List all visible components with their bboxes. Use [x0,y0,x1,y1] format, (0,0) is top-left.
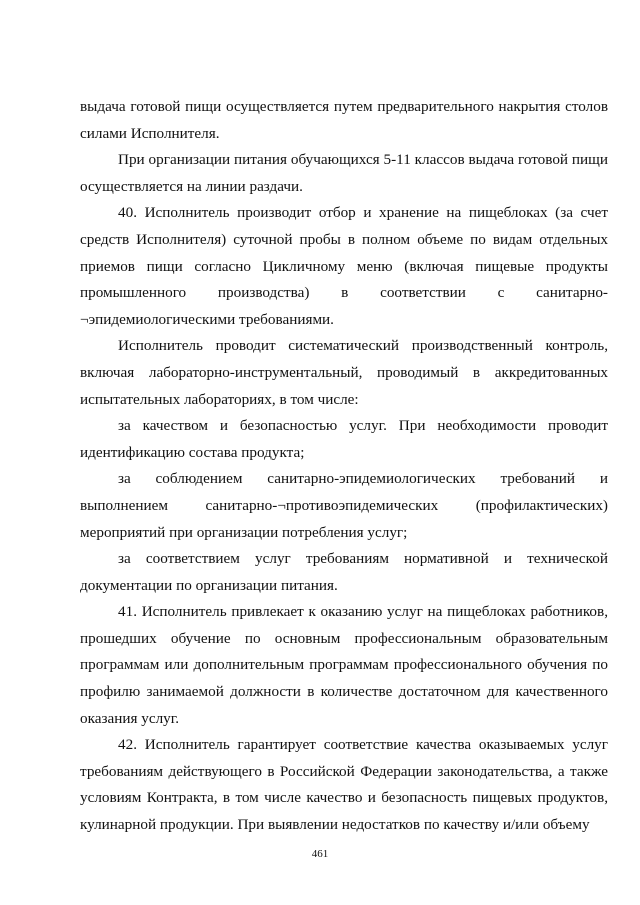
paragraph-production-control: Исполнитель проводит систематический производственный контроль, включая лабораторно-инструментальный, проводимый в аккредитованных испытательных лабораториях, в том числе: [80,337,608,408]
page-number: 461 [311,848,329,860]
paragraph-continuation: выдача готовой пищи осуществляется путем предварительного накрытия столов силами Исполнителя. [80,98,608,142]
paragraph-sanitary-compliance: за соблюдением санитарно-эпидемиологических требований и выполнением санитарно-¬противоэпидемических (профилактических) мероприятий при организации потребления услуг; [80,470,608,541]
paragraph-clause-40: 40. Исполнитель производит отбор и хранение на пищеблоках (за счет средств Исполнителя) суточной пробы в полном объеме по видам отдельных приемов пищи согласно Цикличному меню (включая пищевые продукты промышленного производства) в соответствии с санитарно-¬эпидемиологическими требованиями. [80,204,608,328]
paragraph-clause-42: 42. Исполнитель гарантирует соответствие качества оказываемых услуг требованиям действующего в Российской Федерации законодательства, а также условиям Контракта, в том числе качество и безопасность пищевых продуктов, кулинарной продукции. При выявлении недостатков по качеству и/или объему [80,736,608,834]
paragraph-serving-line: При организации питания обучающихся 5-11 классов выдача готовой пищи осуществляется на линии раздачи. [80,151,608,195]
paragraph-documentation-compliance: за соответствием услуг требованиям нормативной и технической документации по организации питания. [80,550,608,594]
document-body [80,94,608,839]
paragraph-clause-41: 41. Исполнитель привлекает к оказанию услуг на пищеблоках работников, прошедших обучение по основным профессиональным образовательным программам или дополнительным программам профессионального обучения по профилю занимаемой должности в количестве достаточном для качественного оказания услуг. [80,603,608,727]
paragraph-quality-safety: за качеством и безопасностью услуг. При необходимости проводит идентификацию состава продукта; [80,417,608,461]
